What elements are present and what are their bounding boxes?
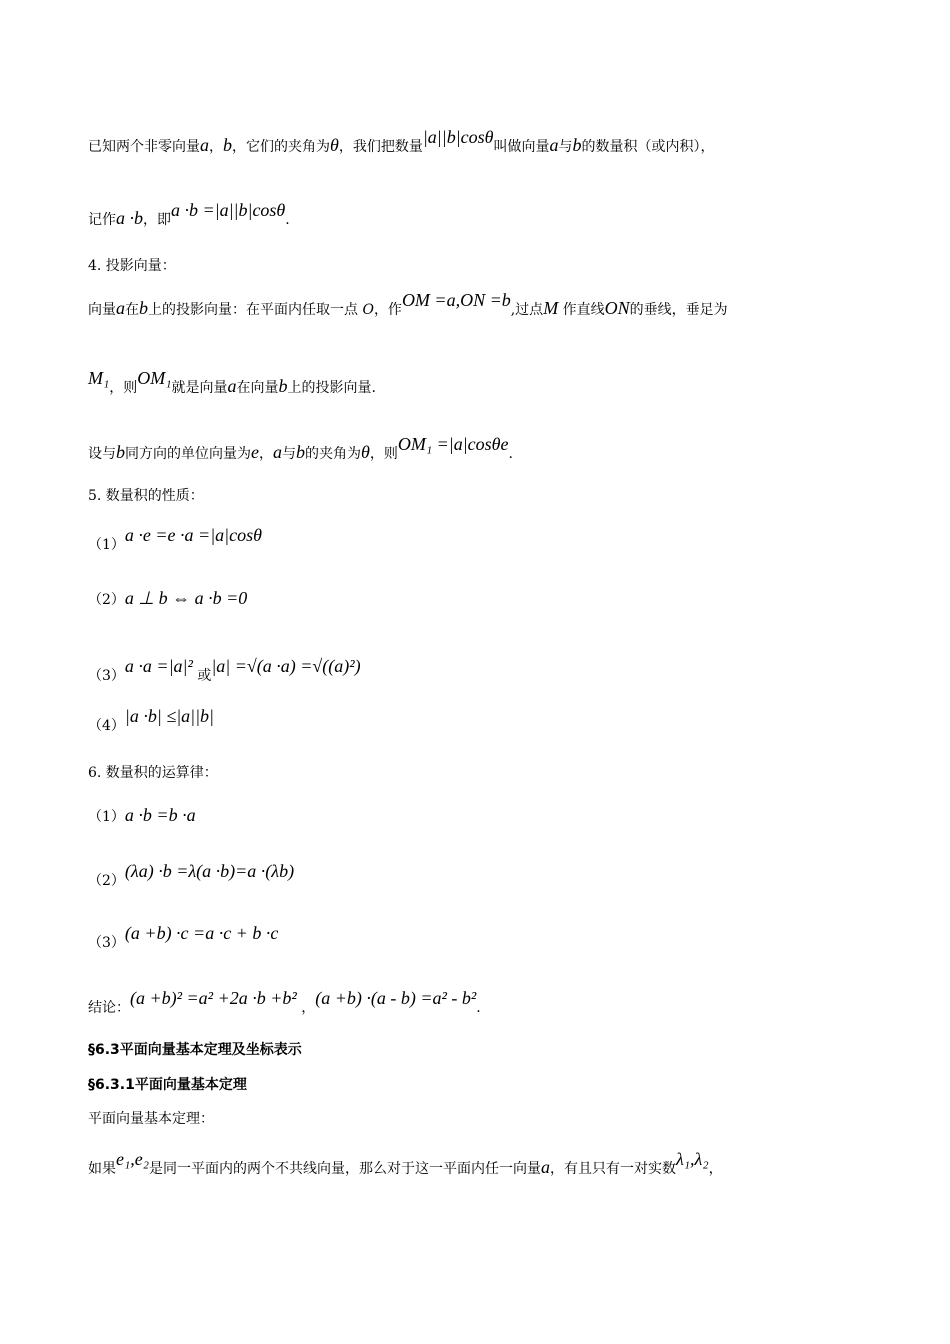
math-expression: b [139,298,148,318]
text-run: . [285,212,290,228]
math-expression: a [116,298,125,318]
section-heading-text: §6.3平面向量基本定理及坐标表示 [88,1042,302,1058]
math-expression: λ₁,λ₂ [676,1149,709,1169]
property-1 [88,525,262,555]
math-expression: a [227,376,237,396]
text-run: ，它们的夹角为 [232,139,330,155]
math-expression: a ·b [116,208,143,228]
text-run: （4） [88,718,125,734]
math-expression: a ·a =|a|² [124,656,193,676]
math-expression: OM₁ =|a|cosθe [397,434,509,454]
text-run: （2） [88,873,125,889]
law-2 [88,861,295,891]
section-heading-6-3 [88,1040,302,1060]
math-expression: |a||b|cosθ [422,127,494,147]
text-run: ， [296,1000,316,1016]
math-expression: OM =a,ON =b [401,290,511,310]
math-expression: b [223,135,232,155]
math-expression: a ·b =|a||b|cosθ [171,200,286,220]
projection-result-line [88,368,376,398]
law-1 [88,805,196,827]
math-expression: (λa) ·b =λ(a ·b)=a ·(λb) [124,861,295,881]
text-run: 设与 [88,446,116,462]
math-expression: ON [604,298,630,318]
math-expression: a [541,1157,550,1177]
text-run: . [476,1000,481,1016]
law-3 [88,923,279,953]
math-expression: a ·e =e ·a =|a|cosθ [124,525,262,545]
text-run: ，我们把数量 [338,139,423,155]
math-expression: b [278,376,288,396]
math-expression: b [572,135,582,155]
projection-formula-line [88,434,513,464]
text-run: 已知两个非零向量 [88,139,200,155]
text-run: 记作 [88,212,116,228]
text-run: 的夹角为 [305,446,361,462]
math-expression: e₁,e₂ [116,1149,149,1169]
math-expression: |a ·b| ≤|a||b| [124,706,214,726]
projection-definition-line [88,290,728,320]
math-expression: θ [361,442,370,462]
text-run: ,过点 [510,302,544,318]
text-run: 在 [125,302,139,318]
text-run: （2） [88,592,125,608]
text-run: 与 [282,446,296,462]
section-heading-properties [88,486,204,506]
text-run: 就是向量 [171,380,228,396]
text-run: 作直线 [558,302,605,318]
italic-text: O [362,302,374,318]
text-run: ，作 [373,302,402,318]
text-run: 叫做向量 [493,139,550,155]
conclusion-line [88,988,481,1018]
text-run: 上的投影向量：在平面内任取一点 [148,302,363,318]
section-heading-text: §6.3.1平面向量基本定理 [88,1077,247,1093]
text-run: 的垂线，垂足为 [629,302,728,318]
text-run: 4. 投影向量： [88,258,176,274]
text-run: 与 [558,139,573,155]
section-heading-6-3-1 [88,1075,247,1095]
text-run: 在向量 [236,380,279,396]
text-run: 是同一平面内的两个不共线向量，那么对于这一平面内任一向量 [149,1161,541,1177]
math-expression: e [251,442,259,462]
math-expression: OM₁ [137,368,172,388]
math-expression: a [200,135,209,155]
math-expression: a ·b =b ·a [124,805,196,825]
text-run: ， [209,139,223,155]
property-2 [88,588,247,610]
math-expression: (a +b)² =a² +2a ·b +b² [130,988,297,1008]
math-expression: a [273,442,282,462]
text-run: ， [259,446,273,462]
text-run: （3） [88,935,125,951]
text-run: 同方向的单位向量为 [125,446,251,462]
text-run: 结论： [88,1000,130,1016]
math-expression: b [116,442,125,462]
dot-product-definition-line [88,127,715,157]
theorem-statement-line [88,1149,723,1179]
text-run: 如果 [88,1161,116,1177]
text-run: （1） [88,537,125,553]
section-heading-laws [88,763,218,783]
text-run: 或 [192,668,212,684]
math-expression: θ [330,135,339,155]
text-run: ，有且只有一对实数 [550,1161,676,1177]
section-heading-projection [88,256,176,276]
text-run: 向量 [88,302,116,318]
theorem-heading [88,1109,214,1129]
math-expression: (a +b) ·(a - b) =a² - b² [315,988,477,1008]
text-run: 6. 数量积的运算律： [88,765,218,781]
text-run: . [508,446,513,462]
text-run: ，则 [369,446,398,462]
text-run: 平面向量基本定理： [88,1111,214,1127]
property-4 [88,706,214,736]
text-run: 5. 数量积的性质： [88,488,204,504]
property-3 [88,656,361,686]
text-run: （3） [88,668,125,684]
math-expression: a [549,135,559,155]
text-run: 的数量积（或内积）， [581,139,715,155]
math-expression: M₁ [88,368,110,388]
text-run: 上的投影向量. [287,380,376,396]
math-expression: (a +b) ·c =a ·c + b ·c [124,923,279,943]
math-expression: M [543,298,559,318]
math-expression: a ⊥ b ⇔ a ·b =0 [124,588,248,608]
dot-product-notation-line [88,200,290,230]
text-run: （1） [88,809,125,825]
math-expression: |a| =√(a ·a) =√((a)²) [211,656,361,676]
math-expression: b [296,442,305,462]
text-run: ， [708,1161,723,1177]
text-run: ，即 [143,212,171,228]
text-run: ，则 [109,380,138,396]
